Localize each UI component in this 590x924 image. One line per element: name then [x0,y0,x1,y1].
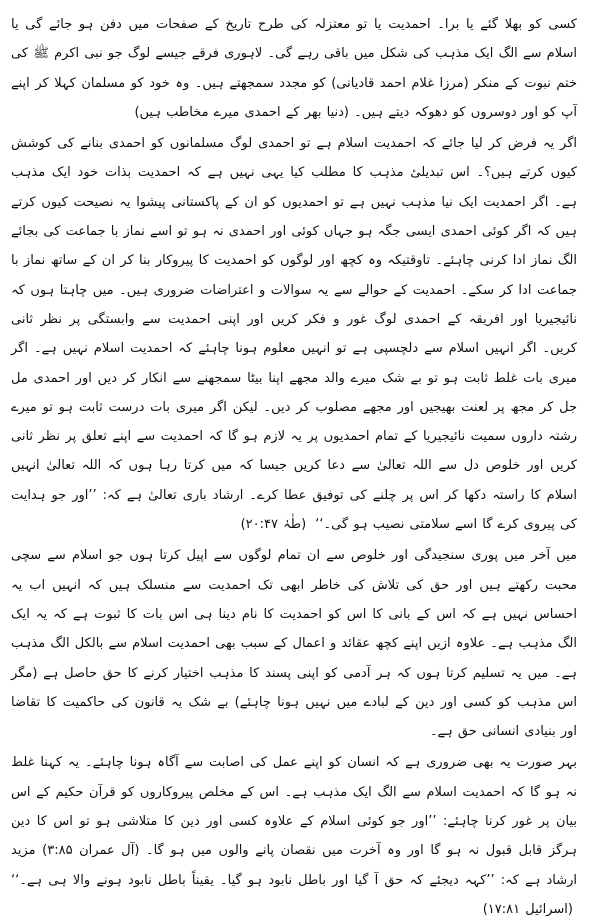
paragraph-ahmadiyya-questions-text: اگر یہ فرض کر لیا جائے کہ احمدیت اسلام ہے تو احمدی لوگ مسلمانوں کو احمدی بنانے کی کوشش کیوں کرتے ہیں؟۔ اس تبدیلیٔ مذہب کا مطلب کیا یہی نہیں ہے کہ احمدیت بذات خود ایک مذہب ہے۔ اگر احمدیت ایک نیا مذہب نہیں ہے تو احمدیوں کو ان کے پاکستانی پیشوا یہ نصیحت کیوں کرتے ہیں کہ اگر کوئی احمدی ایسی جگہ ہو جہاں کوئی اور احمدی نہ ہو تو اسے نماز با جماعت کی بجائے الگ نماز ادا کرنی چاہئے۔ تاوقتیکہ وہ کچھ اور لوگوں کو احمدیت کا پیروکار بنا کر ان کے ساتھ نماز با جماعت ادا کر سکے۔ احمدیت کے حوالے سے یہ سوالات و اعتراضات ضروری ہیں۔ میں چاہتا ہوں کہ نائیجیریا اور افریقہ کے احمدی لوگ غور و فکر کریں اور اپنی احمدیت سے وابستگی پر نظر ثانی کریں۔ اگر انہیں اسلام سے دلچسپی ہے تو انہیں معلوم ہونا چاہئے کہ احمدیت اسلام نہیں ہے۔ اگر میری بات غلط ثابت ہو تو بے شک میرے والد مجھے اپنا بیٹا سمجھنے سے انکار کر دیں اور احمدی مل جل کر مجھ پر لعنت بھیجیں اور مجھے مصلوب کر دیں۔ لیکن اگر میری بات درست ثابت ہو تو میرے رشتہ داروں سمیت نائیجیریا کے تمام احمدیوں پر یہ لازم ہو گا کہ احمدیت سے اپنے تعلق پر نظر ثانی کریں اور خلوص دل سے اللہ تعالیٰ سے دعا کریں جیسا کہ میں کرتا رہا ہوں کہ اللہ تعالیٰ انہیں اسلام کا راستہ دکھا کر اس پر چلنے کی توفیق عطا کرے۔ ارشاد باری تعالیٰ ہے کہ: ’’اور جو ہدایت کی پیروی کرے گا اسے سلامتی نصیب ہو گی۔‘‘ [11,136,577,533]
paragraph-final-appeal-text: میں آخر میں پوری سنجیدگی اور خلوص سے ان تمام لوگوں سے اپیل کرتا ہوں جو اسلام سے سچی محبت رکھتے ہیں اور حق کی تلاش کی خاطر ابھی تک احمدیت سے منسلک ہیں کہ انہیں اب یہ احساس نہیں ہے کہ اس کے بانی کا اس کو احمدیت کا نام دینا ہی اس بات کا ثبوت ہے کہ یہ ایک الگ مذہب ہے۔ علاوہ ازیں اپنے کچھ عقائد و اعمال کے سبب بھی احمدیت اسلام سے بالکل الگ مذہب ہے۔ میں یہ تسلیم کرتا ہوں کہ ہر آدمی کو اپنی پسند کا مذہب اختیار کرنے کا حق حاصل ہے (مگر اس مذہب کو کسی اور دین کے لبادے میں نہیں ہونا چاہئے) بے شک یہ قانون کی حاکمیت کا تقاضا اور بنیادی انسانی حق ہے۔ [11,548,577,740]
quran-citation: (طٰہٰ ۲۰:۴۷) [240,517,307,533]
paragraph-intro [11,10,577,127]
paragraph-conclusion [11,748,577,924]
quran-citation: (اسرائیل ۱۷:۸۱) [482,901,573,917]
paragraph-ahmadiyya-questions [11,129,577,539]
paragraph-conclusion-text: بہر صورت یہ بھی ضروری ہے کہ انسان کو اپنے عمل کی اصابت سے آگاہ ہونا چاہئے۔ یہ کہنا غلط نہ ہو گا کہ احمدیت اسلام سے الگ ایک مذہب ہے۔ اس کے مخلص پیروکاروں کو قرآن حکیم کے اس بیان پر غور کرنا چاہئے: ’’اور جو کوئی اسلام کے علاوہ کسی اور دین کا متلاشی ہو تو اس کا دین ہرگز قابل قبول نہ ہو گا اور وہ آخرت میں نقصان پانے والوں میں ہو گا۔ (آل عمران ۳:۸۵) مزید ارشاد ہے کہ: ’’کہہ دیجئے کہ حق آ گیا اور باطل نابود ہو گیا۔ یقیناً باطل نابود ہونے والا ہی ہے۔‘‘ [11,755,577,888]
paragraph-final-appeal [11,541,577,746]
paragraph-intro-text: کسی کو بھلا گئے یا برا۔ احمدیت یا تو معتزلہ کی طرح تاریخ کے صفحات میں دفن ہو جائے گی یا اسلام سے الگ ایک مذہب کی شکل میں باقی رہے گی۔ لاہوری فرقے جیسے لوگ جو نبی اکرم ﷺ کی ختم نبوت کے منکر (مرزا غلام احمد قادیانی) کو مجدد سمجھتے ہیں۔ وہ خود کو مسلمان کہلا کر اپنے آپ کو اور دوسروں کو دھوکہ دیتے ہیں۔ (دنیا بھر کے احمدی میرے مخاطب ہیں) [11,17,577,120]
